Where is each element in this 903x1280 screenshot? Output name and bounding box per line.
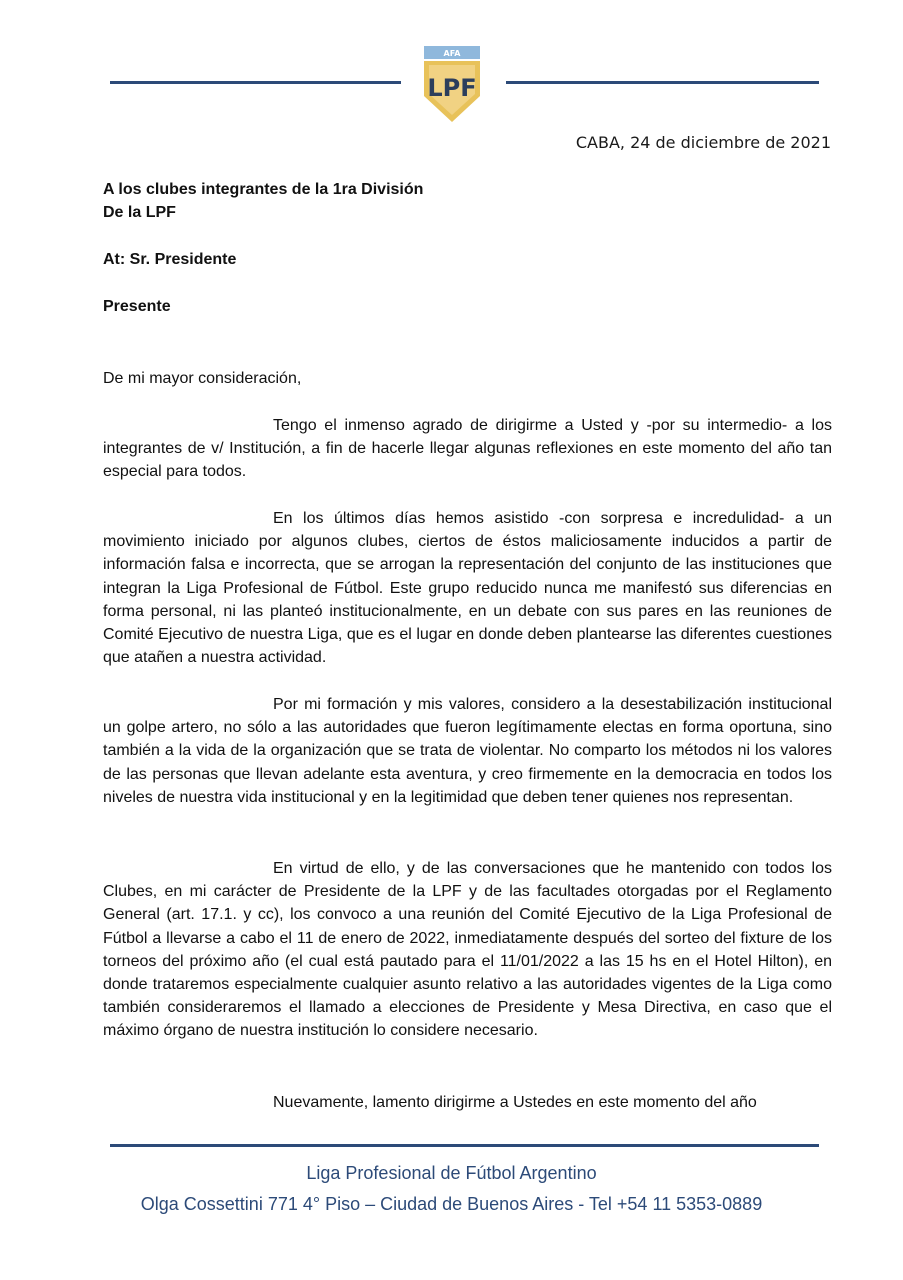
body-paragraph: En virtud de ello, y de las conversaciones que he mantenido con todos los Clubes, en mi carácter de Presidente de la LPF y de las facultades otorgadas por el Reglamento General (art. 17.1. y cc), los convoco a una reunión del Comité Ejecutivo de la Liga Profesional de Fútbol a llevarse a cabo el 11 de enero de 2022, inmediatamente después del sorteo del fixture de los torneos del próximo año (el cual está pautado para el 11/01/2022 a las 15 hs en el Hotel Hilton), en donde trataremos especialmente cualquier asunto relativo a las autoridades vigentes de la Liga como también consideraremos el llamado a elecciones de Presidente y Mesa Directiva, en caso que el máximo órgano de nuestra institución lo considere necesario. xyxy=(103,860,832,1040)
logo-afa-text: AFA xyxy=(443,49,461,58)
body-paragraph: Tengo el inmenso agrado de dirigirme a Usted y -por su intermedio- a los integrantes de v/ Institución, a fin de hacerle llegar algunas reflexiones en este momento del año tan especial para todos. xyxy=(103,417,832,481)
header-divider-right xyxy=(506,81,819,84)
body-paragraph: Por mi formación y mis valores, considero a la desestabilización institucional un golpe artero, no sólo a las autoridades que fueron legítimamente electas en forma oportuna, sino también a la vida de la organización que se trata de violentar. No comparto los métodos ni los valores de las personas que llevan adelante esta aventura, y creo firmemente en la democracia en todos los niveles de nuestra vida institucional y en la legitimidad que deben tener quienes nos representan. xyxy=(103,696,832,806)
body-paragraph: En los últimos días hemos asistido -con sorpresa e incredulidad- a un movimiento iniciado por algunos clubes, ciertos de éstos maliciosamente inducidos a partir de información falsa e incorrecta, que se arrogan la representación del conjunto de las instituciones que integran la Liga Profesional de Fútbol. Este grupo reducido nunca me manifestó sus diferencias en forma personal, ni las planteó institucionalmente, en un debate con sus pares en las reuniones de Comité Ejecutivo de nuestra Liga, que es el lugar en donde deben plantearse las diferentes cuestiones que atañen a nuestra actividad. xyxy=(103,510,832,667)
header-divider-left xyxy=(110,81,401,84)
footer-organization: Liga Profesional de Fútbol Argentino xyxy=(306,1163,597,1183)
lpf-logo xyxy=(422,44,482,124)
recipient-attention: At: Sr. Presidente xyxy=(103,251,237,268)
salutation: De mi mayor consideración, xyxy=(103,370,302,387)
logo-lpf-text: LPF xyxy=(427,74,477,102)
letter-date: CABA, 24 de diciembre de 2021 xyxy=(575,133,831,152)
recipient-line-1: A los clubes integrantes de la 1ra División xyxy=(103,181,424,198)
footer-divider xyxy=(110,1144,819,1147)
recipient-presente: Presente xyxy=(103,298,171,315)
body-paragraph: Nuevamente, lamento dirigirme a Ustedes en este momento del año xyxy=(273,1094,757,1111)
recipient-line-2: De la LPF xyxy=(103,204,176,221)
footer-address: Olga Cossettini 771 4° Piso – Ciudad de Buenos Aires - Tel +54 11 5353-0889 xyxy=(140,1194,763,1214)
